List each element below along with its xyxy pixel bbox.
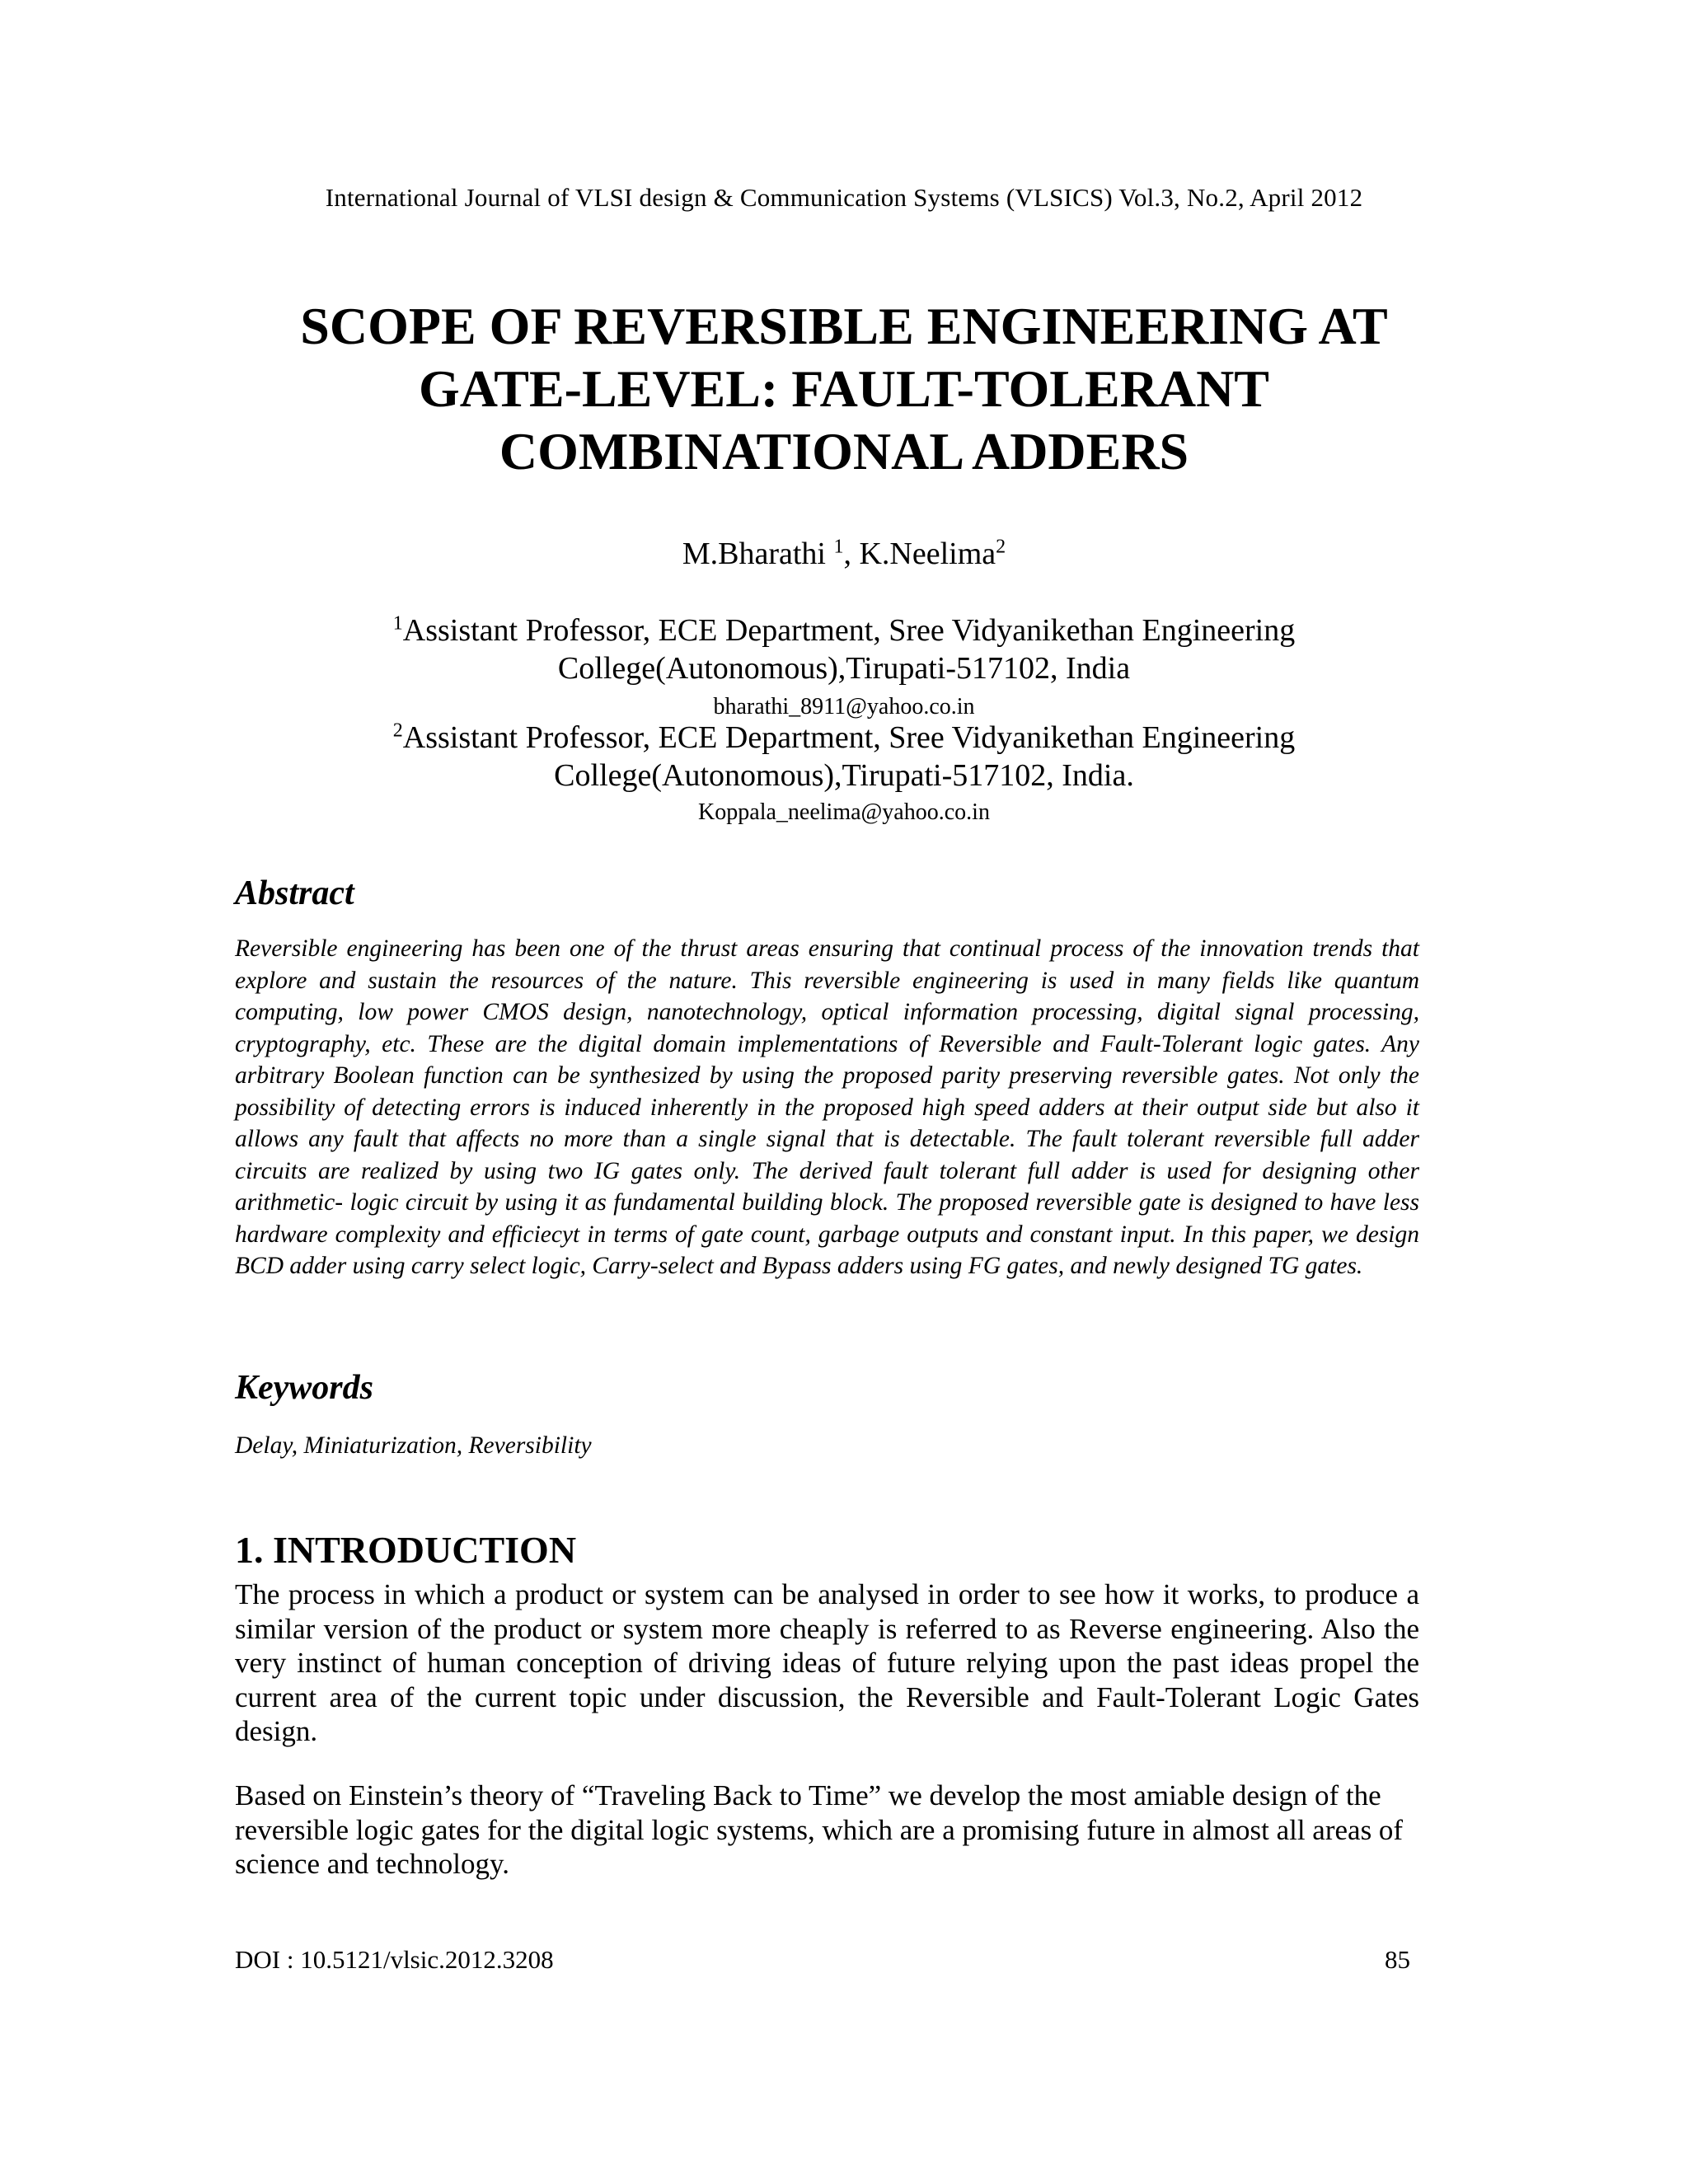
affiliation-line: College(Autonomous),Tirupati-517102, India: [557, 651, 1131, 686]
affiliation-superscript: 1: [392, 612, 403, 635]
doi-footer: DOI : 10.5121/vlsic.2012.3208: [235, 1945, 554, 1974]
abstract-body: Reversible engineering has been one of the thrust areas ensuring that continual process of the innovation trends that explore and sustain the resources of the nature. This reversible engineering is used in many fields like quantum computing, low power CMOS design, nanotechnology, optical information processing, digital signal processing, cryptography, etc. These are the digital domain implementations of Reversible and Fault-Tolerant logic gates. Any arbitrary Boolean function can be synthesized by using the proposed parity preserving reversible gates. Not only the possibility of detecting errors is induced inherently in the proposed high speed adders at their output side but also it allows any fault that affects no more than a single signal that is detectable. The fault tolerant reversible full adder circuits are realized by using two IG gates only. The derived fault tolerant full adder is used for designing other arithmetic- logic circuit by using it as fundamental building block. The proposed reversible gate is designed to have less hardware complexity and efficiecyt in terms of gate count, garbage outputs and constant input. In this paper, we design BCD adder using carry select logic, Carry-select and Bypass adders using FG gates, and newly designed TG gates.: [235, 935, 1419, 1279]
author-list: [0, 536, 1688, 572]
introduction-paragraph: Based on Einstein’s theory of “Traveling Back to Time” we develop the most amiable design of the reversible logic gates for the digital logic systems, which are a promising future in almost all areas of science and technology.: [235, 1779, 1404, 1880]
title-line: GATE-LEVEL: FAULT-TOLERANT: [419, 359, 1269, 418]
journal-header: International Journal of VLSI design & Communication Systems (VLSICS) Vol.3, No.2, April 2012: [325, 183, 1363, 212]
page-number: 85: [1385, 1945, 1410, 1974]
author-superscript: 2: [996, 536, 1006, 558]
paper-title: [165, 295, 1523, 483]
introduction-heading: 1. INTRODUCTION: [235, 1529, 577, 1571]
affiliation-superscript: 2: [392, 719, 403, 742]
title-line: SCOPE OF REVERSIBLE ENGINEERING AT: [300, 297, 1388, 355]
keywords-heading: Keywords: [235, 1369, 373, 1407]
introduction-paragraph: The process in which a product or system can be analysed in order to see how it works, to produce a similar version of the product or system more cheaply is referred to as Reverse engineering. Also the very instinct of human conception of driving ideas of future relying upon the past ideas propel the current area of the current topic under discussion, the Reversible and Fault-Tolerant Logic Gates design.: [235, 1578, 1419, 1747]
author-email: bharathi_8911@yahoo.co.in: [713, 694, 975, 719]
affiliation-1: [0, 612, 1688, 687]
author-superscript: 1: [833, 536, 844, 558]
abstract-heading: Abstract: [235, 874, 354, 912]
author-name: , K.Neelima: [843, 537, 996, 571]
title-line: COMBINATIONAL ADDERS: [499, 422, 1189, 480]
affiliation-line: Assistant Professor, ECE Department, Sree Vidyanikethan Engineering: [402, 720, 1296, 755]
affiliation-2: [0, 719, 1688, 794]
author-name: M.Bharathi: [682, 537, 826, 571]
affiliation-line: College(Autonomous),Tirupati-517102, India.: [554, 758, 1134, 793]
affiliation-line: Assistant Professor, ECE Department, Sree Vidyanikethan Engineering: [402, 613, 1296, 648]
author-email: Koppala_neelima@yahoo.co.in: [698, 799, 990, 825]
keywords-list: Delay, Miniaturization, Reversibility: [235, 1432, 592, 1459]
